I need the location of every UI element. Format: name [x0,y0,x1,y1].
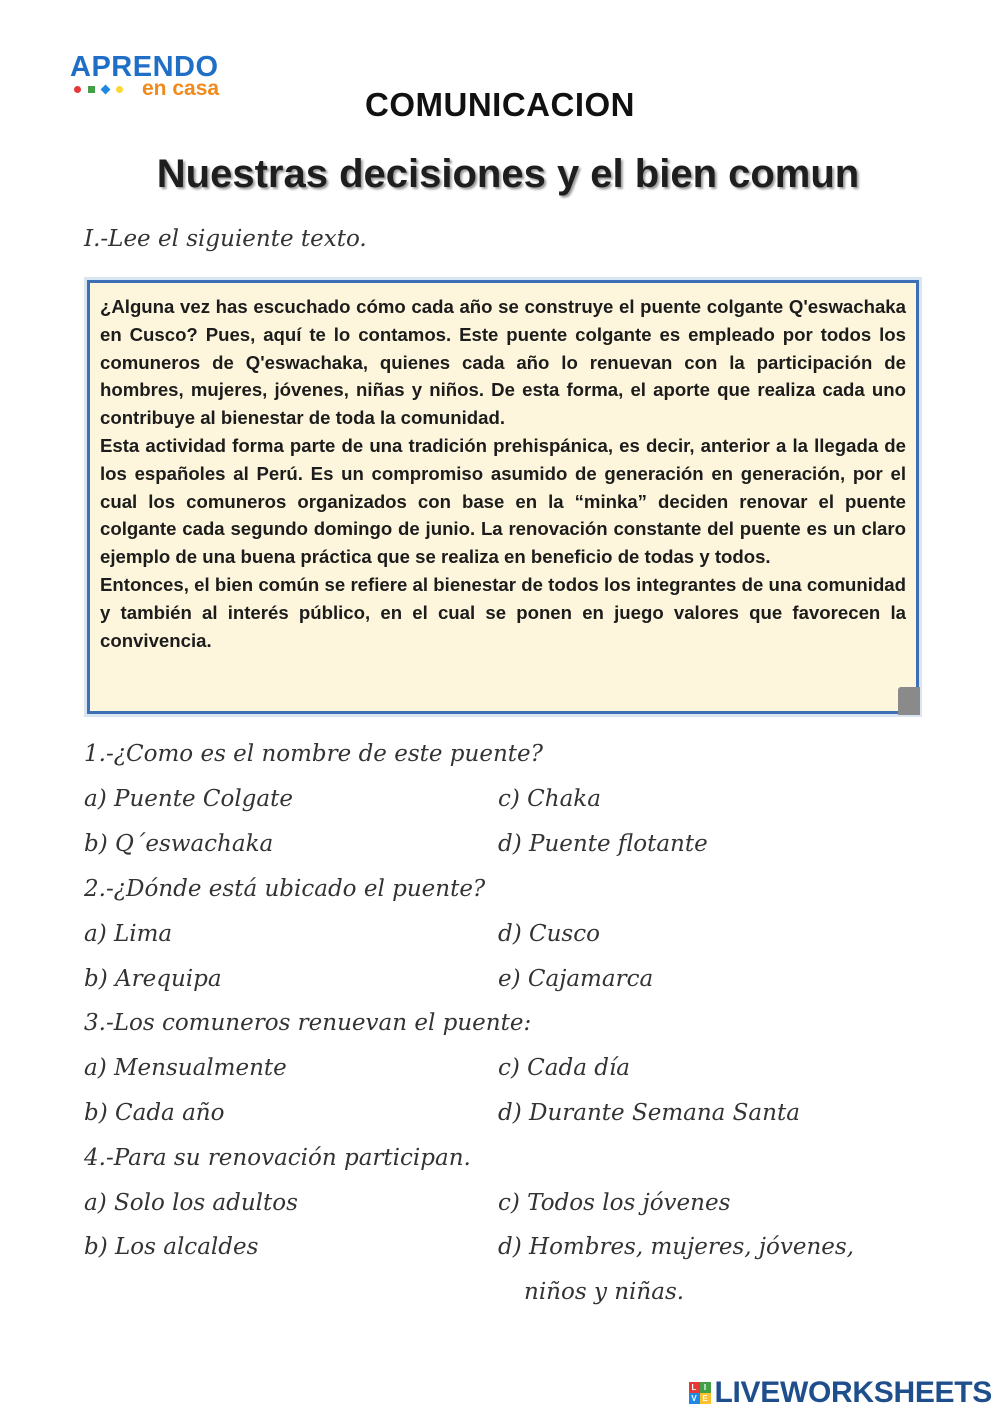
reading-paragraph-2: Esta actividad forma parte de una tradición prehispánica, es decir, anterior a la llegada de los españoles al Perú. Es un compromiso asumido de generación en generación, por el cual los comuneros organizados con base en la “minka” deciden renovar el puente colgante cada segundo domingo de junio. La renovación constante del puente es un claro ejemplo de una buena práctica que se realiza en beneficio de todas y todos. [100,434,906,568]
reading-panel [87,280,919,714]
question-2: 2.-¿Dónde está ubicado el puente? [84,876,486,902]
logo-word-en-casa: en casa [142,77,220,100]
question-4-option-a[interactable]: a) Solo los adultos [84,1190,298,1216]
question-2-option-a[interactable]: a) Lima [84,921,173,947]
question-3-option-c[interactable]: c) Cada día [498,1055,631,1081]
question-1-option-d[interactable]: d) Puente flotante [498,831,708,857]
reading-box [84,277,922,717]
question-4-option-d[interactable]: d) Hombres, mujeres, jóvenes, [498,1234,854,1260]
question-3-option-d[interactable]: d) Durante Semana Santa [498,1100,800,1126]
question-1-option-a[interactable]: a) Puente Colgate [84,786,293,812]
question-4-option-c[interactable]: c) Todos los jóvenes [498,1190,731,1216]
question-3-option-a[interactable]: a) Mensualmente [84,1055,287,1081]
question-2-option-e[interactable]: e) Cajamarca [498,966,654,992]
scan-corner-mark [898,687,920,715]
liveworksheets-brand [689,1376,993,1410]
logo-word-aprendo: APRENDO [70,51,219,83]
reading-paragraph-3: Entonces, el bien común se refiere al bienestar de todos los integrantes de una comunidad y también al interés público, en el cual se ponen en juego valores que favorecen la convivencia. [100,573,906,651]
question-2-option-b[interactable]: b) Arequipa [84,966,222,992]
question-2-option-d[interactable]: d) Cusco [498,921,600,947]
question-3: 3.-Los comuneros renuevan el puente: [84,1010,532,1036]
question-4-option-b[interactable]: b) Los alcaldes [84,1234,259,1260]
question-1-option-c[interactable]: c) Chaka [498,786,601,812]
question-4-option-d-continuation: niños y niñas. [524,1279,685,1305]
liveworksheets-logo-icon: L I V E [689,1382,711,1404]
reading-paragraph-1: ¿Alguna vez has escuchado cómo cada año se construye el puente colgante Q'eswachaka en Cusco? Pues, aquí te lo contamos. Este puente colgante es empleado por todos los comuneros de Q'eswachaka, quienes cada año lo renuevan con la participación de hombres, mujeres, jóvenes, niñas y niños. De esta forma, el aporte que realiza cada uno contribuye al bienestar de toda la comunidad. [100,296,906,429]
liveworksheets-wordmark: LIVEWORKSHEETS [714,1376,992,1409]
question-3-option-b[interactable]: b) Cada año [84,1100,225,1126]
question-1-option-b[interactable]: b) Q´eswachaka [84,831,274,857]
question-1: 1.-¿Como es el nombre de este puente? [84,741,543,767]
reading-instruction: I.-Lee el siguiente texto. [84,226,367,252]
lesson-title: Nuestras decisiones y el bien comun [156,152,860,196]
question-4: 4.-Para su renovación participan. [84,1145,471,1171]
subject-title: COMUNICACION [365,86,635,123]
